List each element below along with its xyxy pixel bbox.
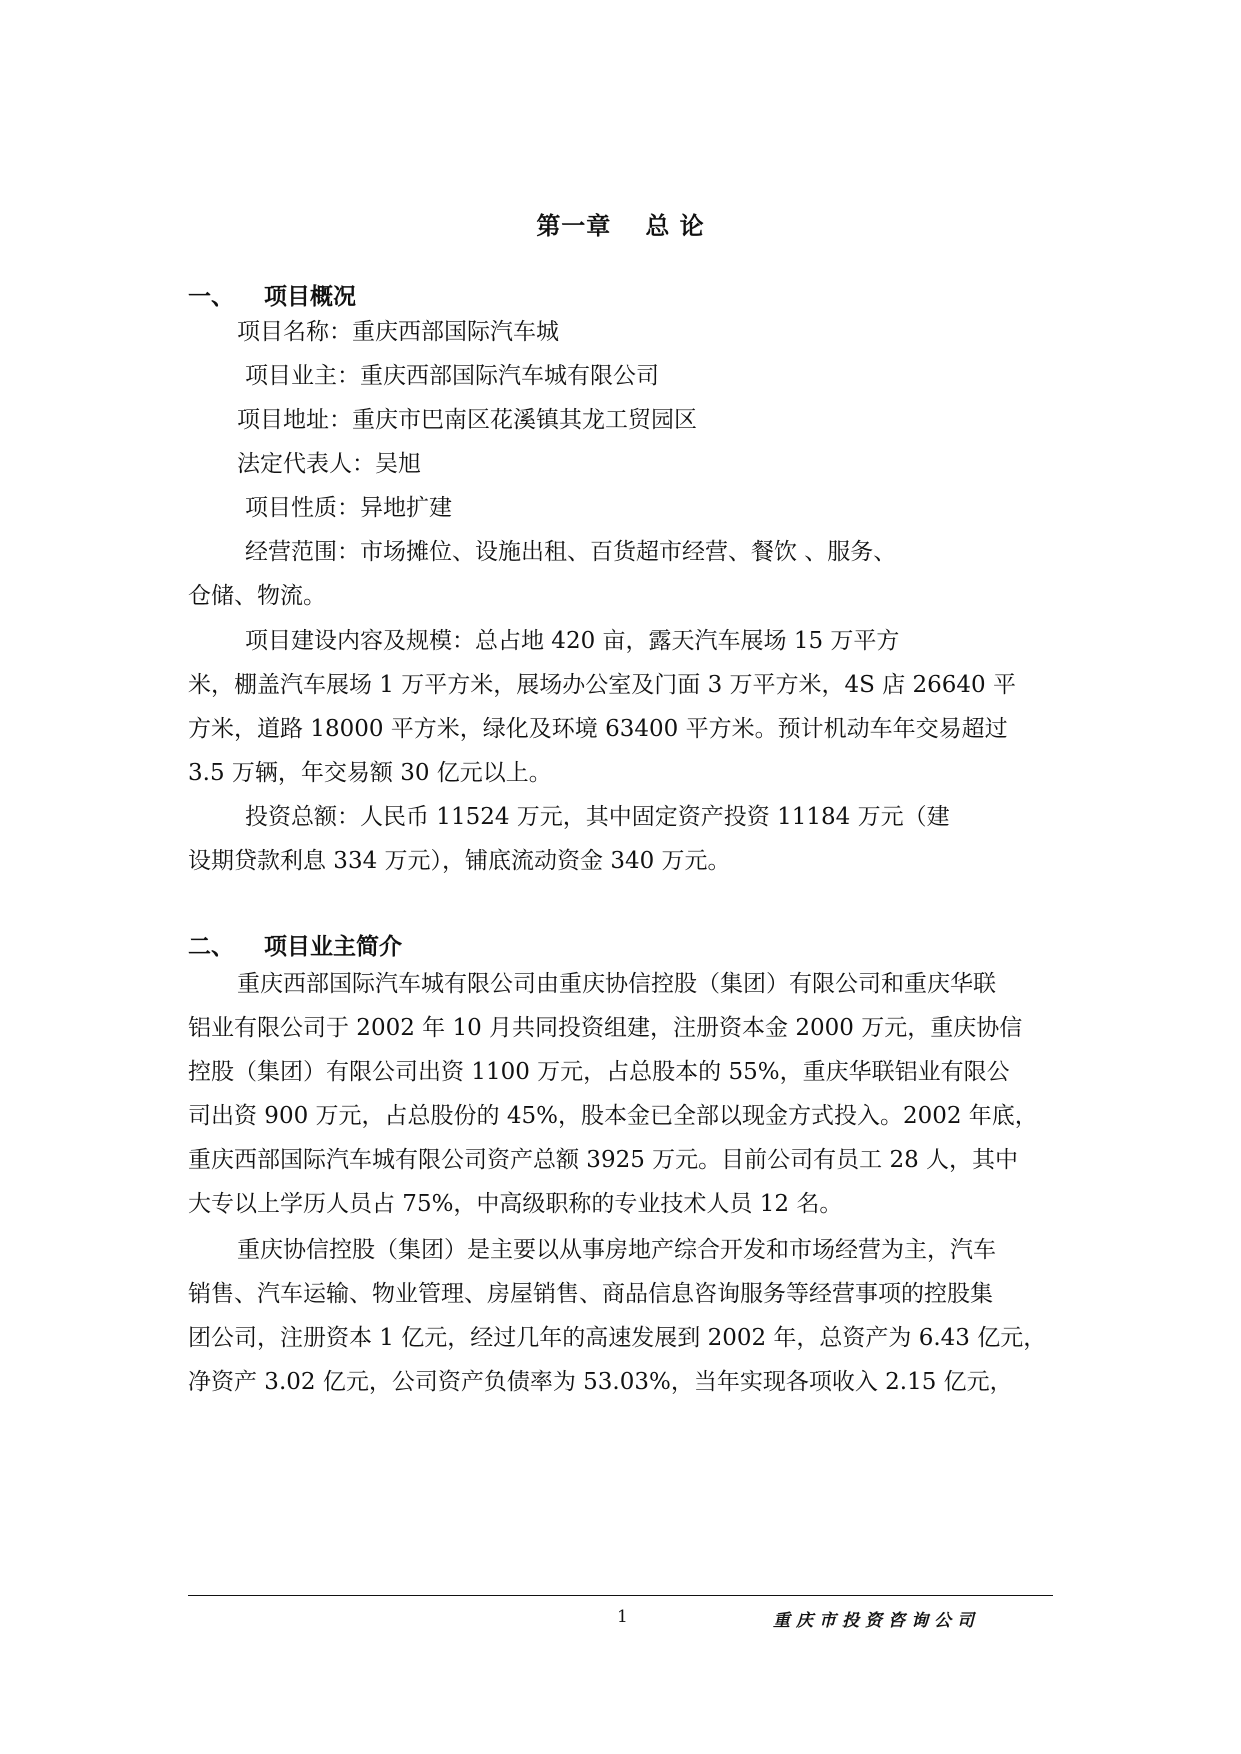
paragraph-line: 团公司，注册资本 1 亿元，经过几年的高速发展到 2002 年，总资产为 6.43 亿元， [188, 1325, 1047, 1351]
paragraph-line: 仓储、物流。 [188, 583, 326, 609]
paragraph-line: 控股（集团）有限公司出资 1100 万元，占总股本的 55%，重庆华联铝业有限公 [188, 1059, 1010, 1085]
paragraph-line: 项目性质：异地扩建 [245, 495, 452, 521]
section-heading-1 [188, 278, 356, 311]
chapter-name: 总 论 [645, 212, 705, 240]
footer-divider [188, 1595, 1053, 1596]
section-title: 项目业主简介 [264, 934, 402, 960]
paragraph-line: 净资产 3.02 亿元，公司资产负债率为 53.03%，当年实现各项收入 2.15 亿元， [188, 1369, 1013, 1395]
section-heading-2 [188, 928, 402, 961]
paragraph-line: 销售、汽车运输、物业管理、房屋销售、商品信息咨询服务等经营事项的控股集 [188, 1281, 993, 1307]
paragraph-line: 重庆西部国际汽车城有限公司由重庆协信控股（集团）有限公司和重庆华联 [237, 971, 996, 997]
paragraph-line: 经营范围：市场摊位、设施出租、百货超市经营、餐饮 、服务、 [245, 539, 897, 565]
chapter-title [0, 206, 1241, 241]
paragraph-line: 米，棚盖汽车展场 1 万平方米，展场办公室及门面 3 万平方米，4S 店 26640 平 [188, 672, 1016, 698]
paragraph-line: 项目地址：重庆市巴南区花溪镇其龙工贸园区 [237, 407, 697, 433]
footer-company-name: 重庆市投资咨询公司 [773, 1611, 980, 1631]
paragraph-line: 法定代表人：吴旭 [237, 451, 421, 477]
page-number: 1 [617, 1607, 628, 1627]
paragraph-line: 项目建设内容及规模：总占地 420 亩，露天汽车展场 15 万平方 [245, 628, 900, 654]
section-number: 一、 [188, 284, 234, 310]
paragraph-line: 3.5 万辆，年交易额 30 亿元以上。 [188, 760, 552, 786]
paragraph-line: 重庆协信控股（集团）是主要以从事房地产综合开发和市场经营为主，汽车 [237, 1237, 996, 1263]
paragraph-line: 大专以上学历人员占 75%，中高级职称的专业技术人员 12 名。 [188, 1191, 843, 1217]
paragraph-line: 项目业主：重庆西部国际汽车城有限公司 [245, 363, 659, 389]
section-number: 二、 [188, 934, 234, 960]
paragraph-line: 投资总额：人民币 11524 万元，其中固定资产投资 11184 万元（建 [245, 804, 950, 830]
paragraph-line: 方米，道路 18000 平方米，绿化及环境 63400 平方米。预计机动车年交易超过 [188, 716, 1008, 742]
paragraph-line: 铝业有限公司于 2002 年 10 月共同投资组建，注册资本金 2000 万元，重庆协信 [188, 1015, 1023, 1041]
paragraph-line: 重庆西部国际汽车城有限公司资产总额 3925 万元。目前公司有员工 28 人，其中 [188, 1147, 1019, 1173]
paragraph-line: 司出资 900 万元，占总股份的 45%，股本金已全部以现金方式投入。2002 年底， [188, 1103, 1038, 1129]
paragraph-line: 设期贷款利息 334 万元），铺底流动资金 340 万元。 [188, 848, 731, 874]
section-title: 项目概况 [264, 284, 356, 310]
paragraph-line: 项目名称：重庆西部国际汽车城 [237, 319, 559, 345]
chapter-label: 第一章 [536, 212, 612, 240]
